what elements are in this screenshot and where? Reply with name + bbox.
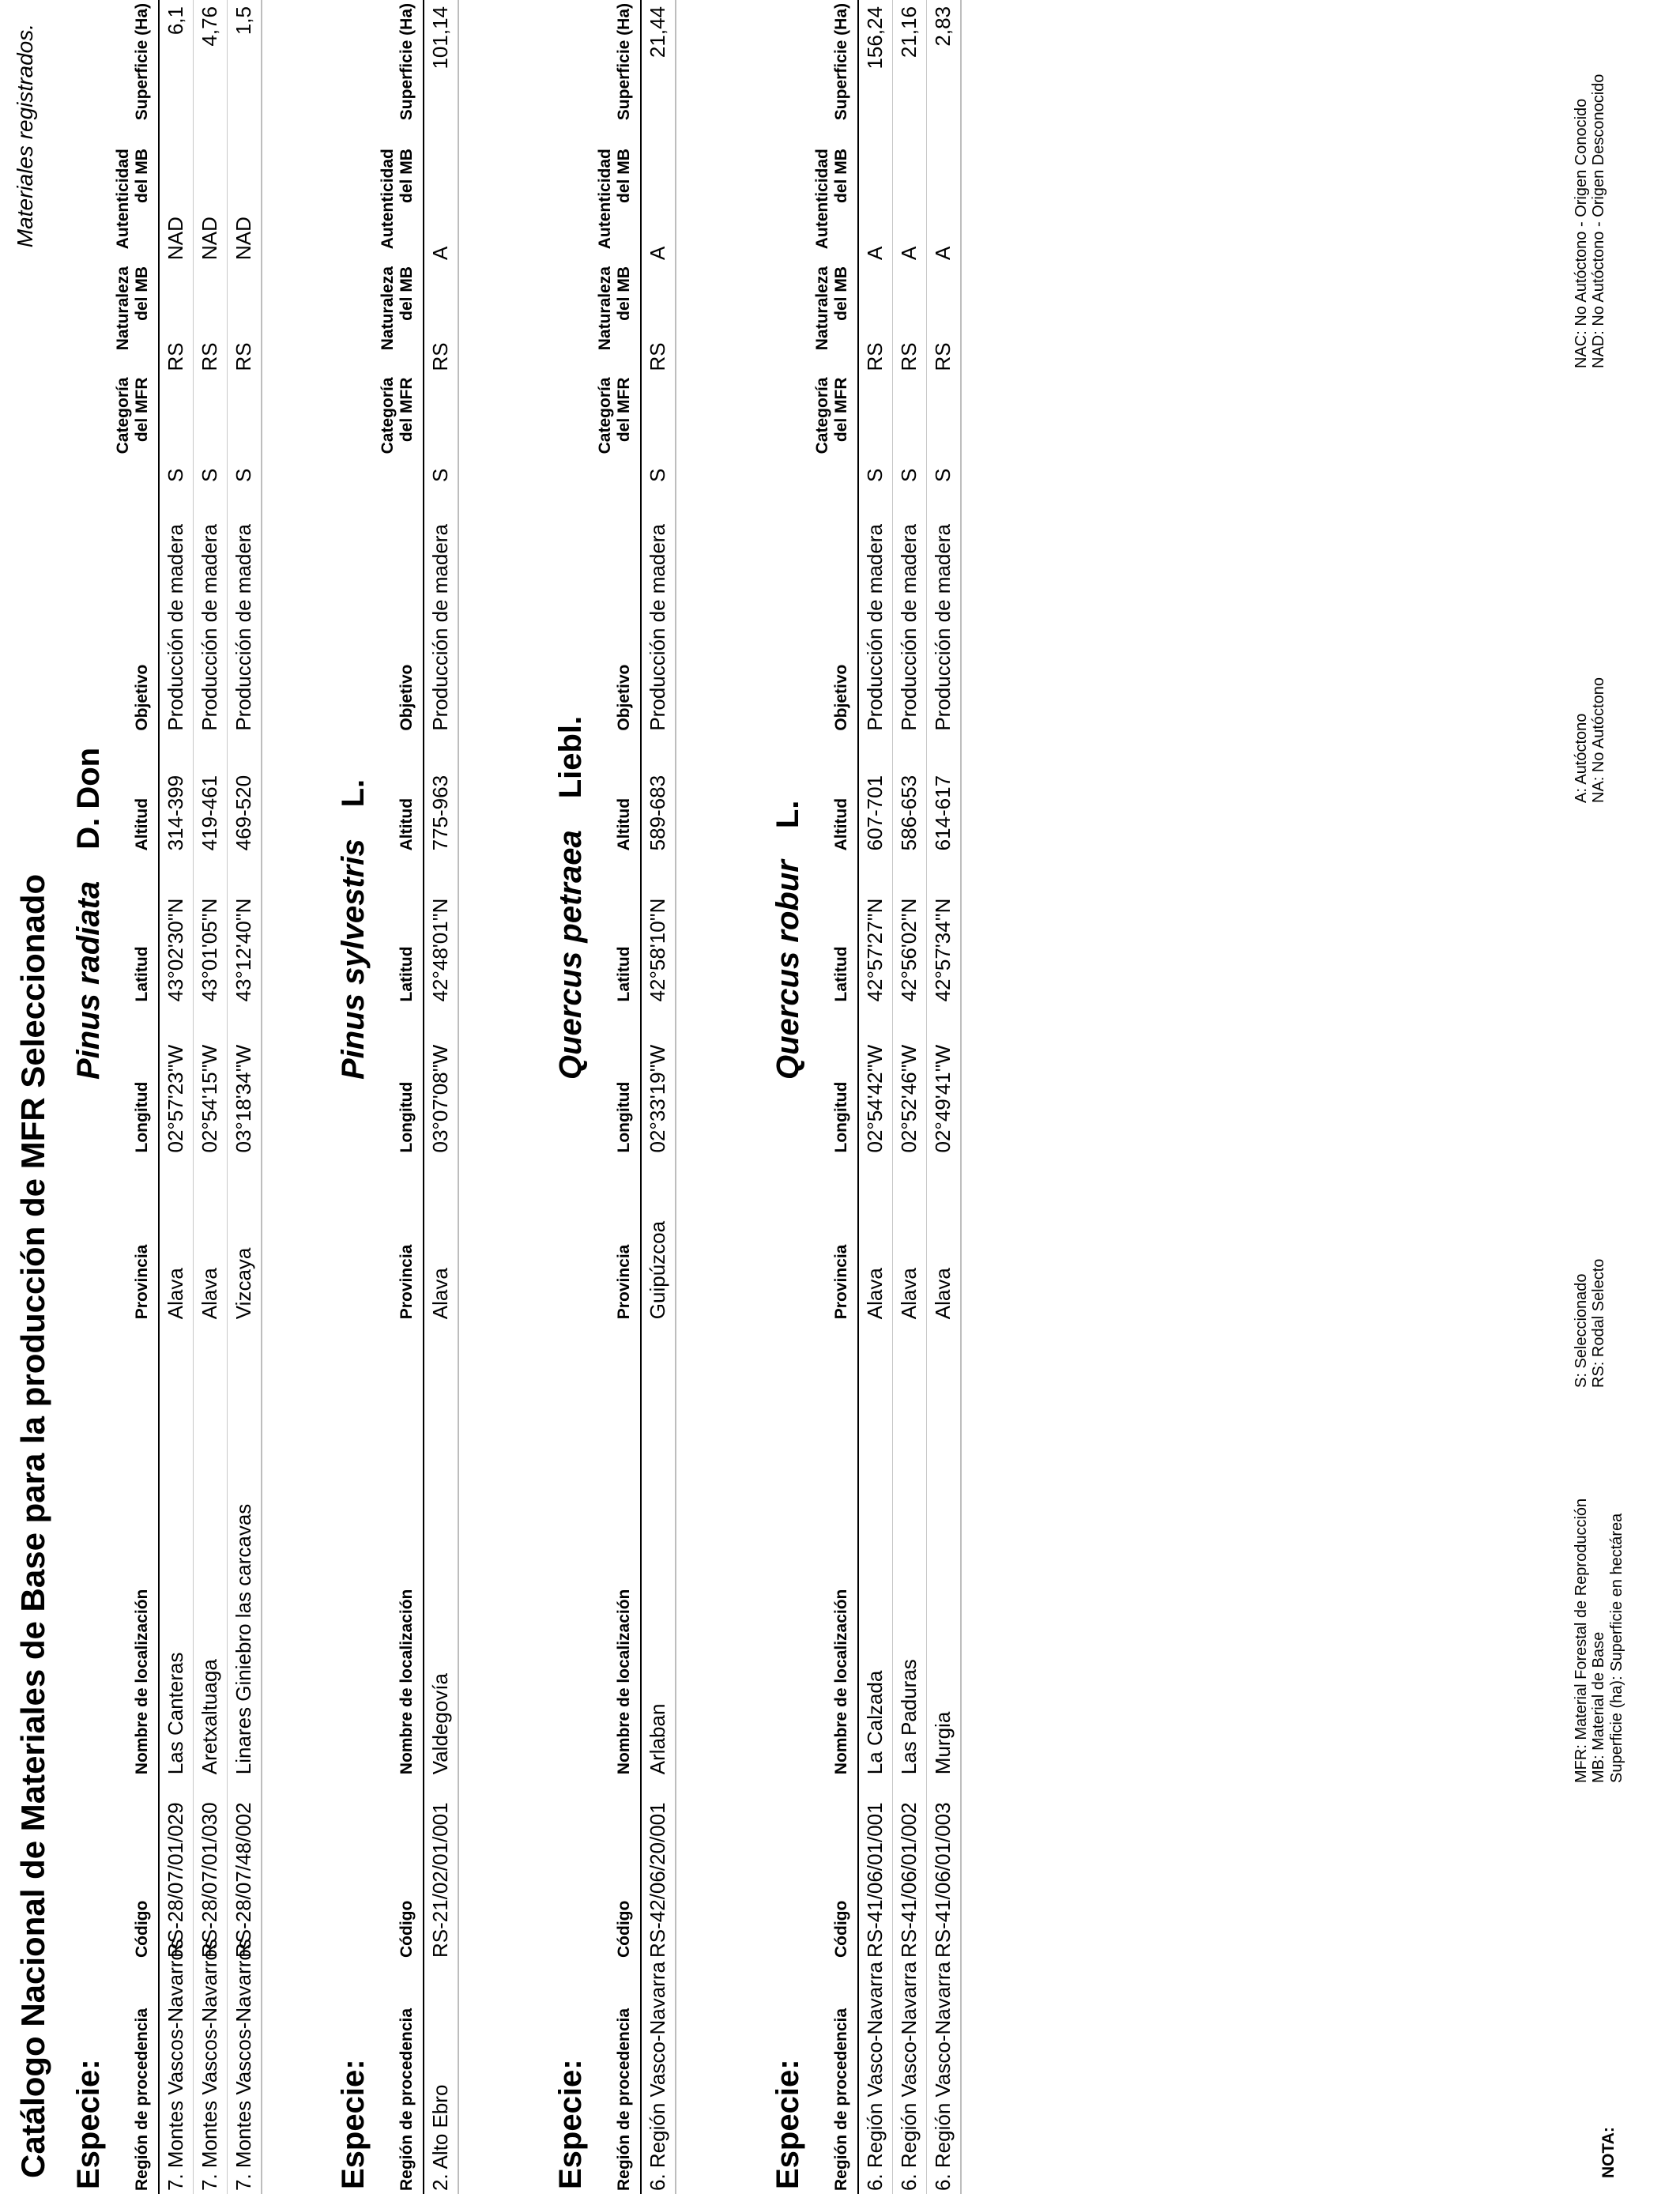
table-cell: Alava [194,1155,228,1322]
table-cell: 7. Montes Vascos-Navarros [194,1961,228,2194]
table-cell: Alava [927,1155,961,1322]
note-line: MB: Material de Base [1590,1631,1608,1783]
table-header-row [810,0,858,2194]
table-cell: 2. Alto Ebro [424,1961,458,2194]
table-cell: Guipúzcoa [641,1155,676,1322]
table-row [858,0,892,2194]
table-row [159,0,193,2194]
species-table [375,0,459,2194]
page-title: Catálogo Nacional de Materiales de Base para la producción de MFR Seleccionado [14,873,51,2178]
species-section [770,0,968,2194]
column-header: Superficie (Ha) [133,3,152,121]
table-cell: 419-461 [194,734,228,854]
column-header: Objetivo [397,664,416,731]
table-row [927,0,961,2194]
table-cell: Alava [424,1155,458,1322]
species-table [111,0,262,2194]
table-header-row [375,0,424,2194]
table-cell: 42°56'02''N [893,854,927,1005]
table-cell: 314-399 [159,734,193,854]
table-cell: S [424,375,458,485]
table-cell: 43°12'40''N [228,854,262,1005]
table-cell: 7. Montes Vascos-Navarros [159,1961,193,2194]
note-line: A: Autóctono [1573,713,1590,803]
notes-group [1573,677,1608,803]
table-cell: Vizcaya [228,1155,262,1322]
table-cell: NAD [228,145,262,263]
species-section [336,0,533,2194]
notes-block [1573,0,1667,2194]
table-cell: Aretxaltuaga [194,1322,228,1777]
species-genus: Quercus petraea [553,830,588,1080]
table-cell: RS-28/07/01/029 [159,1777,193,1961]
species-table [593,0,676,2194]
note-line: NA: No Autóctono [1590,677,1608,803]
column-header: Categoría del MFR [114,377,152,454]
table-cell: A [424,145,458,263]
species-name [553,716,589,1080]
table-cell: S [194,375,228,485]
table-cell: RS [858,263,892,374]
table-cell: Producción de madera [228,485,262,734]
table-cell: Linares Giniebro las carcavas [228,1322,262,1777]
table-row [641,0,676,2194]
column-header: Altitud [832,797,851,851]
table-cell: 21,16 [893,0,927,145]
column-header: Superficie (Ha) [615,3,634,121]
table-cell: Producción de madera [641,485,676,734]
column-header: Autenticidad del MB [596,149,634,250]
column-header: Objetivo [832,664,851,731]
species-genus: Quercus robur [770,860,805,1080]
table-row [424,0,458,2194]
table-cell: 43°02'30''N [159,854,193,1005]
table-cell: 101,14 [424,0,458,145]
column-header: Objetivo [133,664,152,731]
species-genus: Pinus radiata [71,880,106,1080]
column-header: Provincia [832,1244,851,1320]
table-cell: 02°49'41''W [927,1005,961,1155]
especie-label: Especie: [336,2059,371,2189]
column-header: Nombre de localización [133,1589,152,1775]
table-cell: 02°33'19''W [641,1005,676,1155]
note-line: S: Seleccionado [1573,1273,1590,1388]
column-header: Latitud [397,946,416,1002]
table-cell: Producción de madera [893,485,927,734]
column-header: Latitud [133,946,152,1002]
column-header: Autenticidad del MB [114,149,152,250]
table-cell: Alava [893,1155,927,1322]
table-cell: Alava [159,1155,193,1322]
column-header: Nombre de localización [615,1589,634,1775]
notes-group [1573,74,1608,368]
column-header: Región de procedencia [133,2007,152,2191]
table-cell: 2,83 [927,0,961,145]
table-row [893,0,927,2194]
column-header: Provincia [133,1244,152,1320]
table-cell: RS-28/07/01/030 [194,1777,228,1961]
table-cell: Producción de madera [194,485,228,734]
species-table [810,0,962,2194]
table-cell: S [927,375,961,485]
notes-group [1573,1259,1608,1388]
table-header-row [111,0,159,2194]
column-header: Naturaleza del MB [596,266,634,351]
table-cell: 6. Región Vasco-Navarra [641,1961,676,2194]
table-cell: NAD [159,145,193,263]
column-header: Objetivo [615,664,634,731]
species-name [336,779,371,1080]
table-cell: 03°18'34''W [228,1005,262,1155]
table-cell: A [927,145,961,263]
table-cell: RS [228,263,262,374]
column-header: Región de procedencia [615,2007,634,2191]
column-header: Código [133,1900,152,1958]
note-line: MFR: Material Forestal de Reproducción [1573,1498,1590,1783]
table-cell: A [641,145,676,263]
table-cell: A [858,145,892,263]
column-header: Altitud [397,797,416,851]
table-cell: RS [159,263,193,374]
note-line: Superficie (ha): Superficie en hectárea [1607,1513,1625,1783]
column-header: Latitud [832,946,851,1002]
column-header: Naturaleza del MB [813,266,851,351]
table-cell: S [893,375,927,485]
column-header: Categoría del MFR [596,377,634,454]
table-cell: RS-41/06/01/003 [927,1777,961,1961]
table-cell: Arlaban [641,1322,676,1777]
column-header: Longitud [615,1081,634,1153]
table-cell: S [858,375,892,485]
table-cell: 21,44 [641,0,676,145]
table-cell: 586-653 [893,734,927,854]
column-header: Naturaleza del MB [114,266,152,351]
table-cell: RS [194,263,228,374]
table-header-row [593,0,641,2194]
table-cell: 02°52'46''W [893,1005,927,1155]
table-cell: Producción de madera [424,485,458,734]
table-cell: 42°57'27''N [858,854,892,1005]
column-header: Longitud [397,1081,416,1153]
table-cell: 6. Región Vasco-Navarra [893,1961,927,2194]
table-cell: Valdegovía [424,1322,458,1777]
species-section [553,0,751,2194]
column-header: Código [615,1900,634,1958]
table-cell: Alava [858,1155,892,1322]
table-cell: NAD [194,145,228,263]
notes-group [1573,1498,1625,1783]
column-header: Longitud [832,1081,851,1153]
column-header: Código [397,1900,416,1958]
especie-label: Especie: [770,2059,805,2189]
column-header: Autenticidad del MB [813,149,851,250]
species-section [71,0,269,2194]
column-header: Nombre de localización [397,1589,416,1775]
table-cell: S [159,375,193,485]
note-line: NAD: No Autóctono - Origen Desconocido [1590,74,1608,368]
table-cell: Las Paduras [893,1322,927,1777]
table-cell: RS-41/06/01/001 [858,1777,892,1961]
table-cell: A [893,145,927,263]
column-header: Región de procedencia [832,2007,851,2191]
table-cell: 02°54'42''W [858,1005,892,1155]
table-cell: 02°57'23''W [159,1005,193,1155]
table-cell: 775-963 [424,734,458,854]
table-cell: 7. Montes Vascos-Navarros [228,1961,262,2194]
column-header: Altitud [133,797,152,851]
column-header: Autenticidad del MB [379,149,416,250]
table-cell: 42°58'10''N [641,854,676,1005]
species-author: L. [770,800,805,829]
species-author: D. Don [71,747,106,850]
column-header: Altitud [615,797,634,851]
table-cell: S [228,375,262,485]
column-header: Nombre de localización [832,1589,851,1775]
table-cell: RS [641,263,676,374]
species-author: Liebl. [553,715,588,799]
species-genus: Pinus sylvestris [336,839,371,1080]
table-cell: 614-617 [927,734,961,854]
column-header: Longitud [133,1081,152,1153]
table-cell: 42°48'01''N [424,854,458,1005]
table-cell: Producción de madera [858,485,892,734]
table-cell: RS-21/02/01/001 [424,1777,458,1961]
table-cell: RS [424,263,458,374]
table-row [194,0,228,2194]
table-cell: S [641,375,676,485]
table-cell: 589-683 [641,734,676,854]
table-cell: 6. Región Vasco-Navarra [858,1961,892,2194]
table-cell: Producción de madera [927,485,961,734]
table-cell: 6,1 [159,0,193,145]
table-cell: Producción de madera [159,485,193,734]
table-cell: 03°07'08''W [424,1005,458,1155]
table-cell: RS [893,263,927,374]
table-row [228,0,262,2194]
notes-label: NOTA: [1599,2127,1618,2178]
table-cell: 43°01'05''N [194,854,228,1005]
column-header: Superficie (Ha) [832,3,851,121]
table-cell: 6. Región Vasco-Navarra [927,1961,961,2194]
species-name [71,748,107,1080]
note-line: RS: Rodal Selecto [1590,1258,1608,1388]
species-author: L. [336,778,371,808]
table-cell: Las Canteras [159,1322,193,1777]
note-line: NAC: No Autóctono - Origen Conocido [1573,98,1590,368]
table-cell: RS-42/06/20/001 [641,1777,676,1961]
table-cell: 02°54'15''W [194,1005,228,1155]
column-header: Categoría del MFR [379,377,416,454]
table-cell: 1,5 [228,0,262,145]
table-cell: Murgia [927,1322,961,1777]
table-cell: RS [927,263,961,374]
especie-label: Especie: [71,2059,106,2189]
table-cell: 607-701 [858,734,892,854]
table-cell: RS-41/06/01/002 [893,1777,927,1961]
table-cell: 156,24 [858,0,892,145]
column-header: Región de procedencia [397,2007,416,2191]
column-header: Código [832,1900,851,1958]
column-header: Superficie (Ha) [397,3,416,121]
column-header: Provincia [615,1244,634,1320]
column-header: Categoría del MFR [813,377,851,454]
column-header: Latitud [615,946,634,1002]
table-cell: 469-520 [228,734,262,854]
column-header: Naturaleza del MB [379,266,416,351]
especie-label: Especie: [553,2059,588,2189]
species-name [770,801,806,1080]
table-cell: La Calzada [858,1322,892,1777]
column-header: Provincia [397,1244,416,1320]
table-cell: RS-28/07/48/002 [228,1777,262,1961]
table-cell: 4,76 [194,0,228,145]
table-cell: 42°57'34''N [927,854,961,1005]
page-subtitle: Materiales registrados. [13,24,37,248]
